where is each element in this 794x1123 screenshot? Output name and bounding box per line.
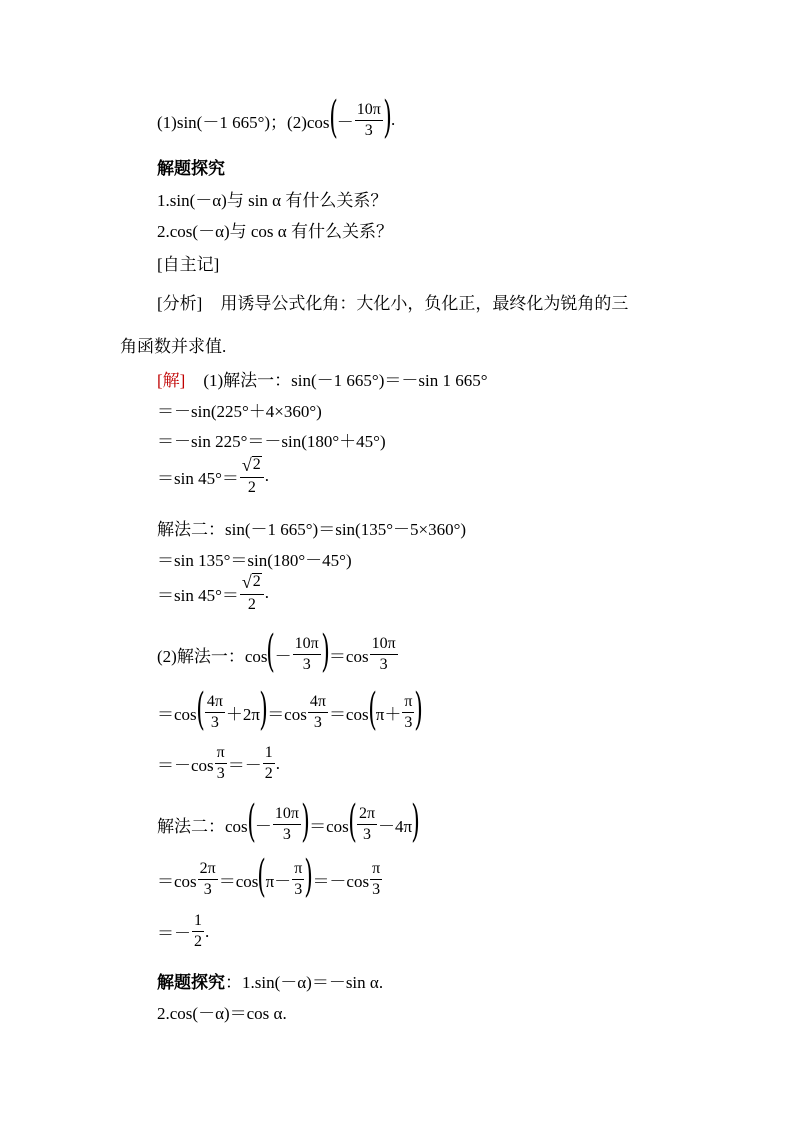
self-note: [自主记] [157, 255, 220, 274]
minus-sign: － [336, 112, 354, 132]
solution-label: [解] [157, 371, 186, 390]
answer-line-1: 解题探究 ：1.sin(－α)＝－sin α. [157, 968, 383, 993]
solution-line-12: ＝cos $\frac{2\pi}{3}$ ＝cos ( π－ $\frac{\pi}{3}$ ) ＝－cos $\frac{\pi}{3}$ [157, 851, 381, 902]
solution-line-5: 解法二：sin(－1 665°)＝sin(135°－5×360°) [157, 520, 467, 539]
explore-question-2: 2.cos(－α)与 cos α 有什么关系？ [157, 222, 393, 241]
right-paren: ) [383, 92, 392, 143]
solution-line-9: ＝cos ( $\frac{4\pi}{3}$ ＋2π ) ＝cos $\frac{4\pi}{3}$ ＝cos ( π＋ $\frac{\pi}{3}$ ) [157, 684, 424, 735]
analysis-line-1: [分析] 用诱导公式化角：大化小，负化正，最终化为锐角的三 [157, 289, 628, 314]
solution-line-1: [解] (1)解法一：sin(－1 665°)＝－sin 1 665° [157, 366, 488, 391]
fraction-sqrt2-over-2: √ 2 2 [240, 573, 264, 613]
analysis-label: [分析] [157, 294, 203, 313]
answer-label: 解题探究 [157, 973, 225, 992]
solution-line-11: 解法二：cos ( － $\frac{10\pi}{3}$ ) ＝cos ( $\frac{2\pi}{3}$ －4π ) [157, 796, 420, 847]
problem-statement: (1)sin(－1 665°)；(2)cos ( － $\frac{10\pi}{3}$ ) . [157, 92, 396, 143]
fraction-sqrt2-over-2: √ 2 2 [240, 456, 264, 496]
analysis-line-2: 角函数并求值. [120, 337, 227, 356]
explore-heading: 解题探究 [157, 159, 225, 178]
solution-line-7: ＝sin 45°＝ √ 2 2 . [157, 572, 270, 613]
solution-line-2: ＝－sin(225°＋4×360°) [157, 402, 322, 421]
problem-part1: (1)sin(－1 665°)；(2)cos [157, 112, 330, 132]
solution-line-4: ＝sin 45°＝ √ 2 2 . [157, 455, 270, 496]
solution-line-10: ＝－cos $\frac{\pi}{3}$ ＝－ $\frac{1}{2}$ . [157, 744, 280, 782]
solution-line-3: ＝－sin 225°＝－sin(180°＋45°) [157, 432, 386, 451]
fraction-10pi-3: $\frac{10\pi}{3}$ [356, 100, 381, 139]
solution-line-6: ＝sin 135°＝sin(180°－45°) [157, 551, 352, 570]
solution-line-8: (2)解法一：cos ( － $\frac{10\pi}{3}$ ) ＝cos $\frac{10\pi}{3}$ [157, 626, 396, 677]
left-paren: ( [328, 92, 338, 143]
answer-line-2: 2.cos(－α)＝cos α. [157, 1004, 287, 1023]
solution-line-13: ＝－ $\frac{1}{2}$ . [157, 912, 210, 950]
explore-question-1: 1.sin(－α)与 sin α 有什么关系？ [157, 191, 388, 210]
